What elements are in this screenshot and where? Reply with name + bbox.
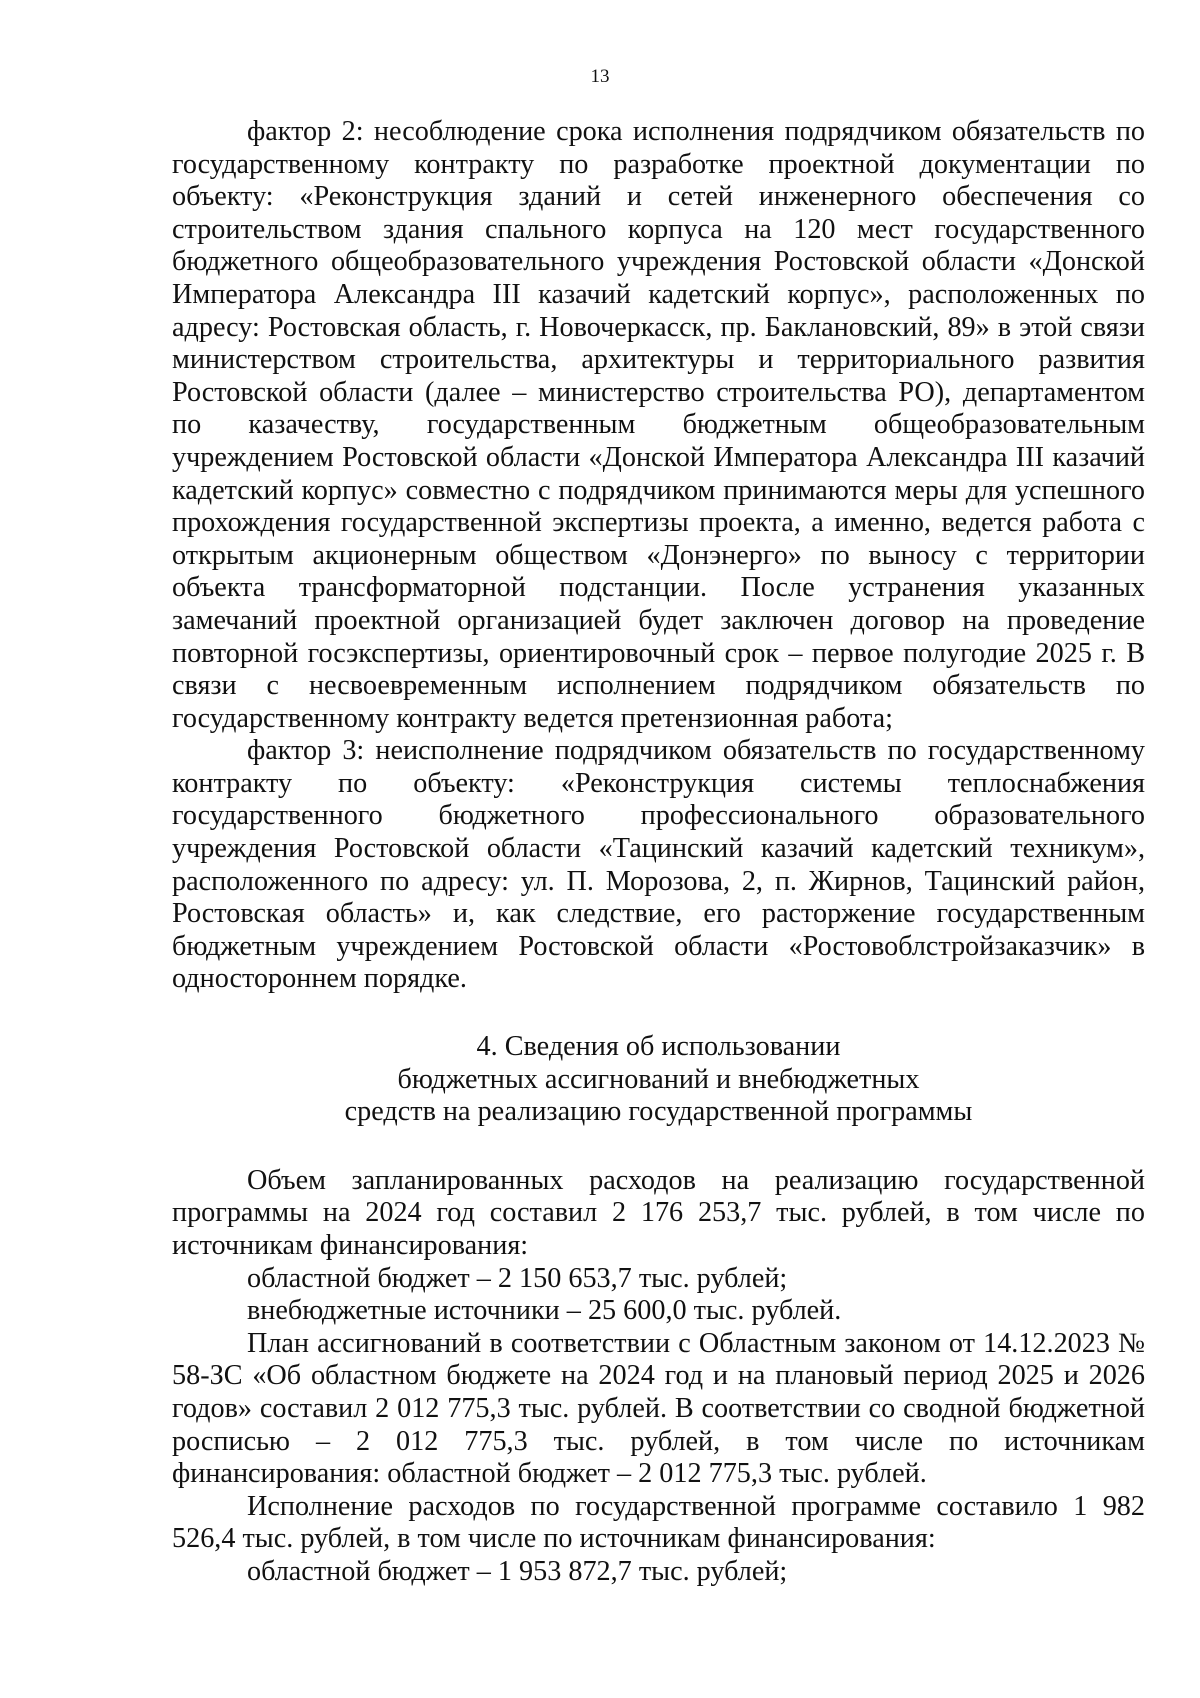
paragraph-planned-volume: Объем запланированных расходов на реализацию государственной программы на 2024 год составил 2 176 253,7 тыс. рублей, в том числе по источникам финансирования: <box>172 1164 1145 1261</box>
paragraph-regional-budget: областной бюджет – 2 150 653,7 тыс. рублей; <box>247 1262 788 1294</box>
paragraph-extrabudgetary: внебюджетные источники – 25 600,0 тыс. рублей. <box>247 1295 842 1327</box>
section-heading-line: 4. Сведения об использовании <box>476 1031 841 1063</box>
paragraph-allocation-plan: План ассигнований в соответствии с Областным законом от 14.12.2023 № 58-ЗС «Об областном бюджете на 2024 год и на плановый период 2025 и 2026 годов» составил 2 012 775,3 тыс. рублей. В соответствии со сводной бюджетной росписью – 2 012 775,3 тыс. рублей, в том числе по источникам финансирования: областной бюджет – 2 012 775,3 тыс. рублей. <box>172 1327 1145 1490</box>
section-heading <box>172 1031 1145 1129</box>
paragraph-execution-regional: областной бюджет – 1 953 872,7 тыс. рублей; <box>247 1555 788 1587</box>
section-heading-line: бюджетных ассигнований и внебюджетных <box>397 1063 920 1095</box>
page-number: 13 <box>590 66 610 87</box>
paragraph-factor-2: фактор 2: несоблюдение срока исполнения подрядчиком обязательств по государственному контракту по разработке проектной документации по объекту: «Реконструкция зданий и сетей инженерного обеспечения со строительством здания спального корпуса на 120 мест государственного бюджетного общеобразовательного учреждения Ростовской области «Донской Императора Александра III казачий кадетский корпус», расположенных по адресу: Ростовская область, г. Новочеркасск, пр. Баклановский, 89» в этой связи министерством строительства, архитектуры и территориального развития Ростовской области (далее – министерство строительства РО), департаментом по казачеству, государственным бюджетным общеобразовательным учреждением Ростовской области «Донской Императора Александра III казачий кадетский корпус» совместно с подрядчиком принимаются меры для успешного прохождения государственной экспертизы проекта, а именно, ведется работа с открытым акционерным обществом «Донэнерго» по выносу с территории объекта трансформаторной подстанции. После устранения указанных замечаний проектной организацией будет заключен договор на проведение повторной госэкспертизы, ориентировочный срок – первое полугодие 2025 г. В связи с несвоевременным исполнением подрядчиком обязательств по государственному контракту ведется претензионная работа; <box>172 116 1145 734</box>
paragraph-factor-3: фактор 3: неисполнение подрядчиком обязательств по государственному контракту по объекту: «Реконструкция системы теплоснабжения государственного бюджетного профессионального образовательного учреждения Ростовской области «Тацинский казачий кадетский техникум», расположенного по адресу: ул. П. Морозова, 2, п. Жирнов, Тацинский район, Ростовская область» и, как следствие, его расторжение государственным бюджетным учреждением Ростовской области «Ростовоблстройзаказчик» в одностороннем порядке. <box>172 735 1145 995</box>
section-heading-line: средств на реализацию государственной программы <box>344 1096 973 1128</box>
document-body <box>172 116 1145 1589</box>
paragraph-execution: Исполнение расходов по государственной программе составило 1 982 526,4 тыс. рублей, в том числе по источникам финансирования: <box>172 1490 1145 1555</box>
